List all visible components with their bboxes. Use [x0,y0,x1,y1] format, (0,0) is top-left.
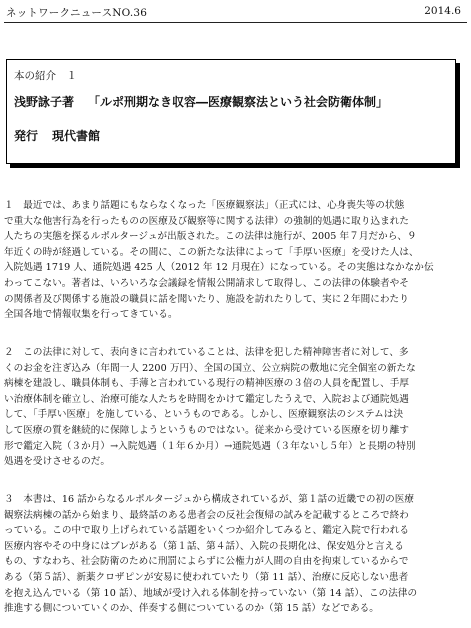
book-intro-box [6,59,456,164]
body-text-line: っている。この中で取り上げられている話題をいくつか紹介してみると、鑑定入院で行われる [4,525,410,537]
body-text-line: 人たちの実態を探るルポルタージュが出版された。この法律は施行が、2005 年７月だから、９ [4,231,417,243]
body-text-line: 医療内容やその中身にはブレがある（第１話、第４話）、入院の長期化は、保安処分と言える [4,540,404,552]
body-text-line: 観察法病棟の話から始まり、最終話のある患者会の反社会復帰の試みを記載するところで終わ [4,509,409,521]
book-heading [14,93,388,110]
paragraph-3 [4,492,466,617]
body-text-line: くのお金を注ぎ込み（年間一人 2200 万円）、全国の国立、公立病院の敷地に完全個室の新たな [4,362,416,374]
body-text-line: 入院処遇 1719 人、通院処遇 425 人（2012 年 12 月現在）になっている。その実態はなかなか伝 [4,262,434,274]
publisher-name: 現代書館 [52,129,101,143]
publisher-label: 発行 [14,129,39,143]
header-rule [4,22,467,23]
newsletter-title: ネットワークニュースNO.36 [6,7,148,19]
book-author: 浅野詠子著 [14,95,75,109]
body-text-line: １ 最近では、あまり話題にもならなくなった「医療観察法」（正式には、心身喪失等の状態 [4,200,405,211]
body-text-line: で重大な他害行為を行ったものの医療及び観察等に関する法律）の強制的処遇に取り込まれた [4,215,410,227]
body-text-line: の関係者及び関係する施設の職員に話を聞いたり、施設を訪れたりして、実に２年間にわたり [4,293,409,305]
body-text-line: を抱え込んでいる（第 10 話）、地域が受け入れる体制を持っていない（第 14 話）、この法律の [4,587,418,599]
body-text-line: 病棟を建設し、職員体制も、手薄と言われている現行の精神医療の３倍の人員を配置し、手厚 [4,378,410,390]
body-text-line: 全国各地で情報収集を行ってきている。 [4,309,178,321]
book-title: 「ルポ刑期なき収容―医療観察法という社会防衛体制」 [88,95,389,109]
paragraph-1 [4,198,466,323]
body-text-line: ２ この法律に対して、表向きに言われていることは、法律を犯した精神障害者に対して、多 [4,347,409,358]
paragraph-2 [4,345,466,470]
body-text-line: ３ 本書は、16 話からなるルポルタージュから構成されているが、第１話の近畿での初の医療 [4,494,415,505]
body-text-line: わってこない。著者は、いろいろな会議録を情報公開請求して取得し、この法律の体験者やそ [4,277,409,289]
body-text-line: い治療体制を確立し、治療可能な人たちを時間をかけて鑑定したうえで、入院および通院処遇 [4,393,409,405]
body-text-line: 形で鑑定入院（３か月）→入院処遇（１年６か月）→通院処遇（３年ないし５年）と長期の特別 [4,440,416,452]
body-text-line: 年近くの時が経過している。その間に、この新たな法律によって「手厚い医療」を受けた人は、 [4,246,419,258]
body-text-line: もの、すなわち、社会防衛のために刑罰によらずに公権力が人間の自由を拘束しているからで [4,556,409,568]
body-text-line: 処遇を受けさせるのだ。 [4,456,111,468]
body-text-line: して医療の質を継続的に保障しようというものではない。従来から受けている医療を切り離す [4,424,410,436]
issue-date: 2014.6 [424,5,461,17]
body-text-line: して、「手厚い医療」を施している、というものである。しかし、医療観察法のシステムは決 [4,409,404,421]
page-header [0,0,471,24]
intro-label: 本の紹介 １ [14,70,77,82]
body-text-line: ある（第５話）、新薬クロザピンが安易に使われていたり（第 11 話）、治療に反応しない患者 [4,571,409,583]
body-text-line: 推進する側についていくのか、伴奏する側についているのか（第 15 話）などである。 [4,603,379,615]
publisher-line [14,127,100,144]
